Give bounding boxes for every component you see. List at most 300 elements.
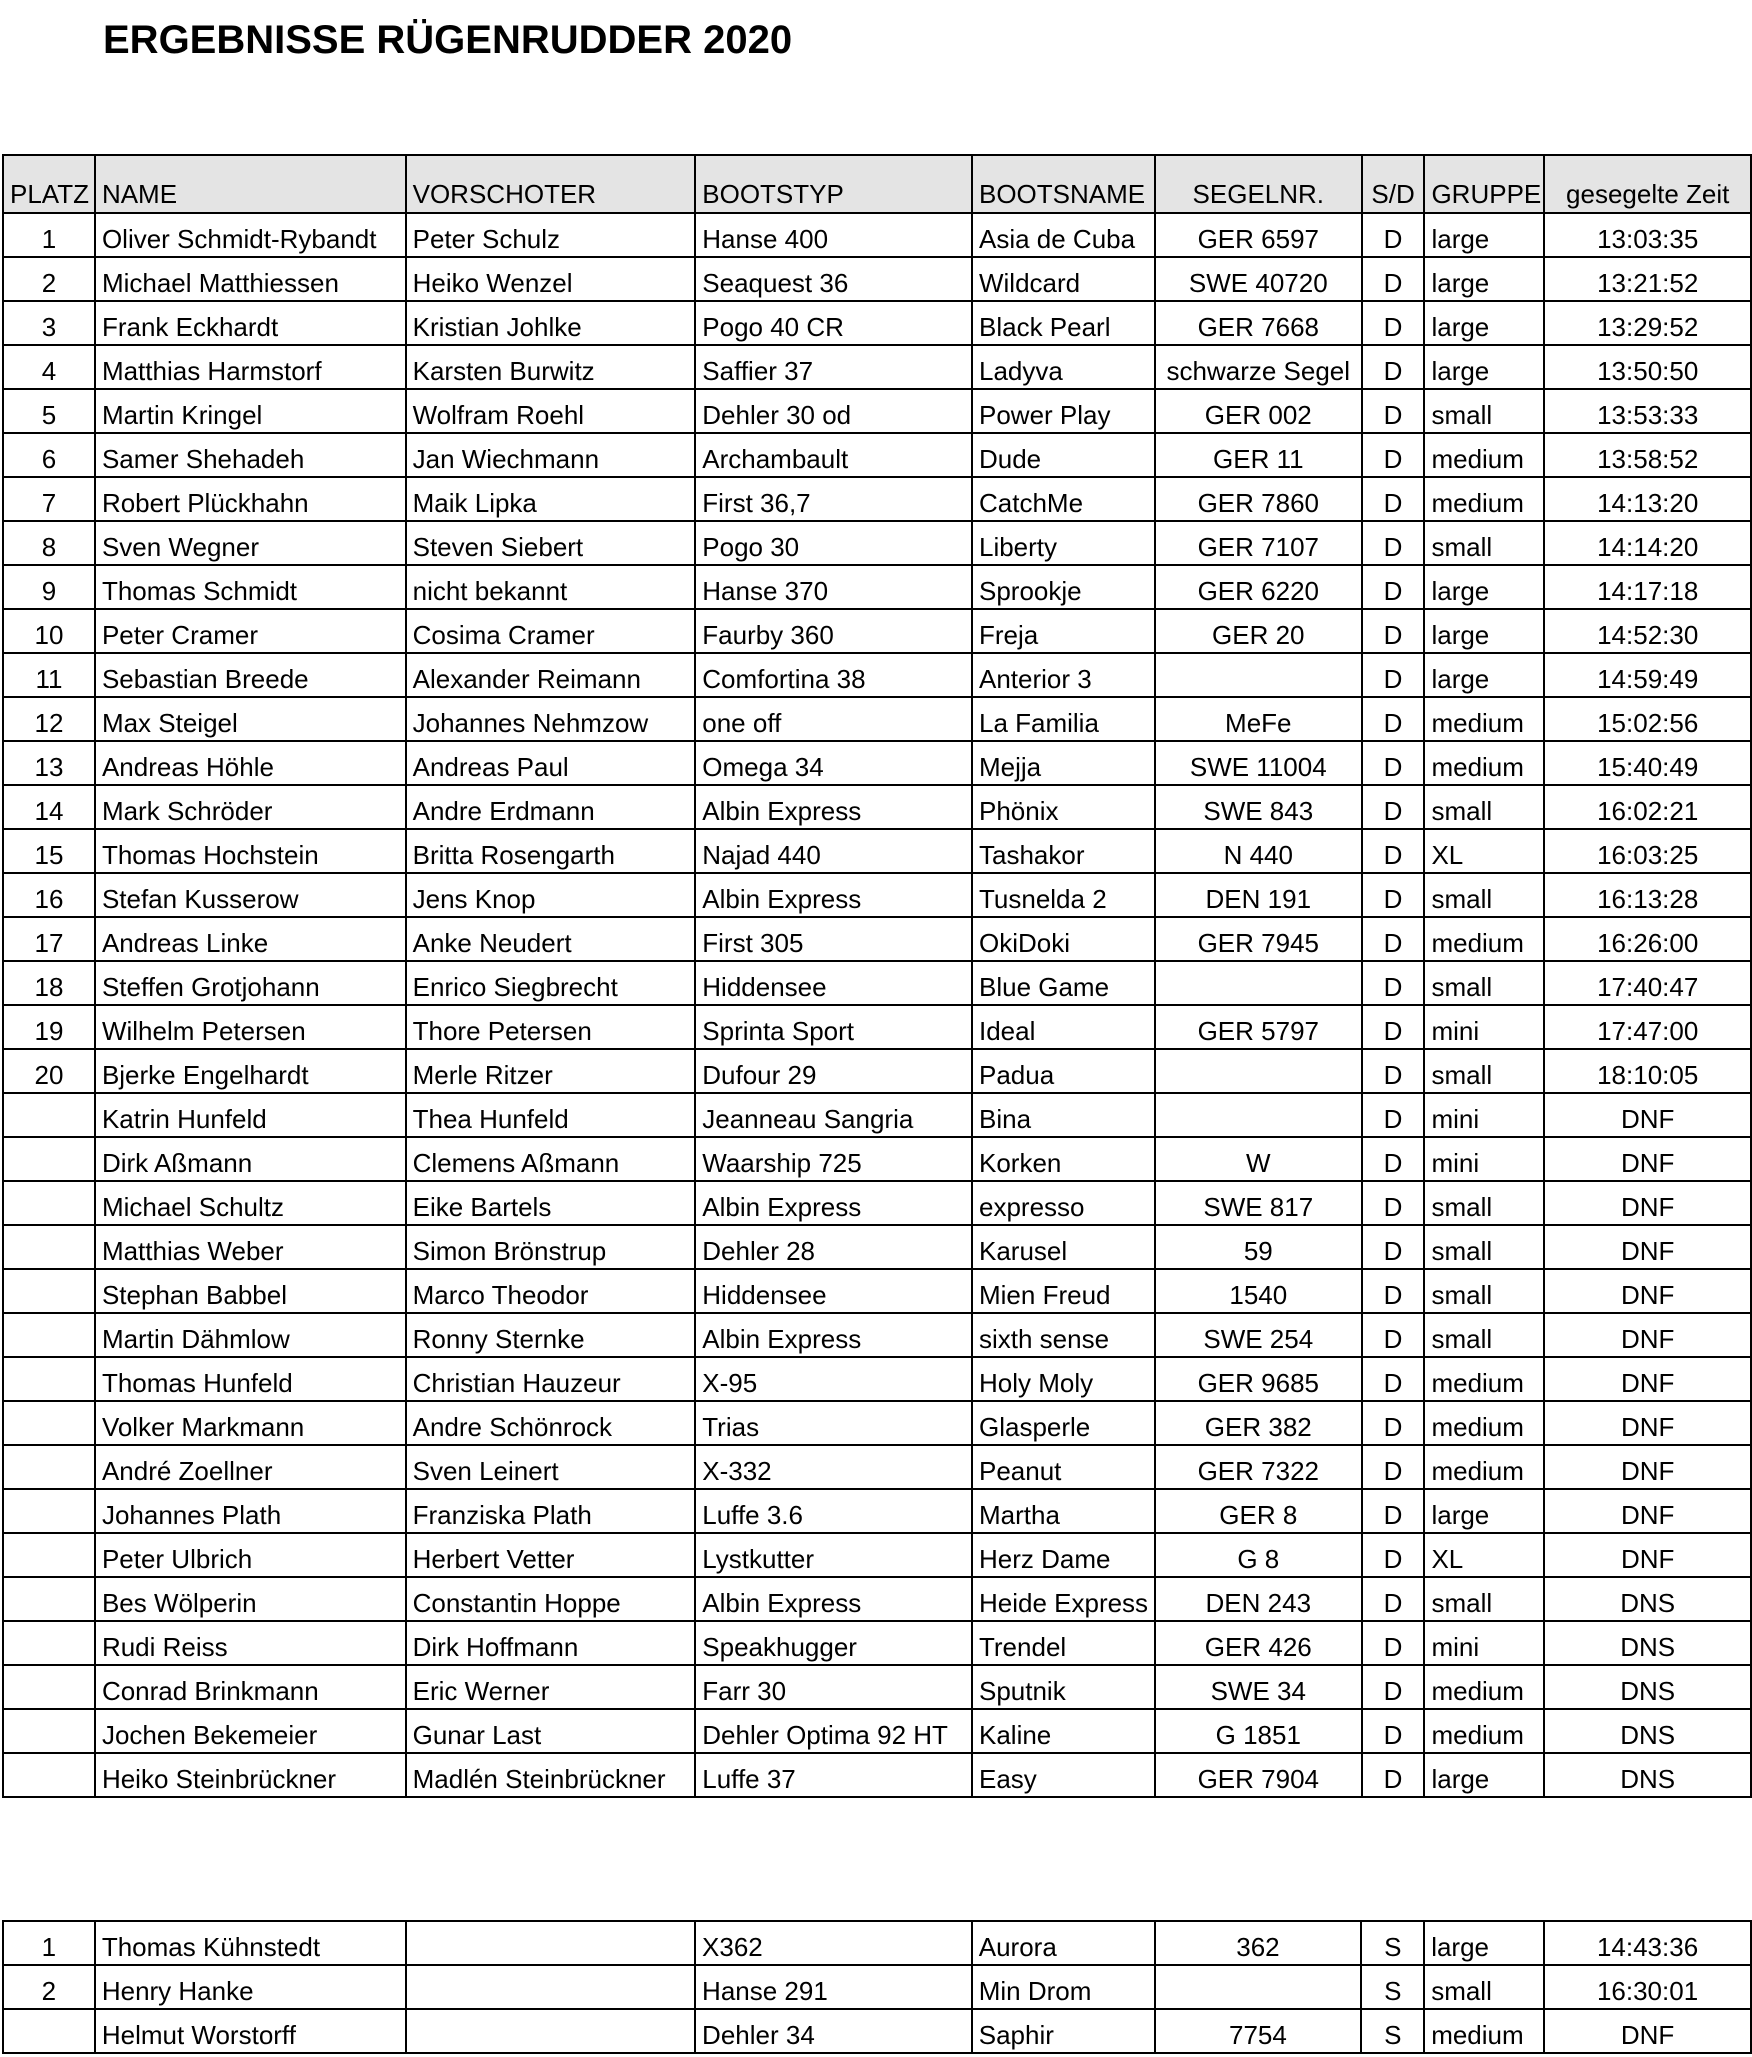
cell-platz [3,1489,95,1533]
cell-vorschoter: Cosima Cramer [406,609,696,653]
cell-sd: S [1361,1921,1424,1965]
cell-vorschoter: Thea Hunfeld [406,1093,696,1137]
cell-bootstyp: First 305 [695,917,972,961]
cell-vorschoter: Maik Lipka [406,477,696,521]
single-handed-results-body [3,1921,1751,2053]
cell-segelnr: GER 9685 [1155,1357,1362,1401]
table-row [3,1965,1751,2009]
table-row [3,477,1751,521]
cell-platz: 11 [3,653,95,697]
cell-vorschoter: Wolfram Roehl [406,389,696,433]
cell-bootstyp: Luffe 37 [695,1753,972,1797]
cell-platz: 20 [3,1049,95,1093]
cell-gruppe: small [1424,1181,1544,1225]
cell-sd: D [1362,213,1425,257]
cell-name: Katrin Hunfeld [95,1093,406,1137]
cell-segelnr: GER 5797 [1155,1005,1362,1049]
cell-gruppe: small [1424,1049,1544,1093]
cell-bootstyp: Albin Express [695,1577,972,1621]
table-row [3,1921,1751,1965]
cell-bootsname: Power Play [972,389,1155,433]
table-row [3,829,1751,873]
cell-vorschoter: Herbert Vetter [406,1533,696,1577]
header-bootsname: BOOTSNAME [972,155,1155,213]
cell-sd: D [1362,301,1425,345]
cell-name: Martin Dähmlow [95,1313,406,1357]
cell-sd: S [1361,1965,1424,2009]
cell-segelnr: schwarze Segel [1155,345,1362,389]
results-body [3,213,1751,1797]
cell-gruppe: medium [1424,1401,1544,1445]
cell-name: Stephan Babbel [95,1269,406,1313]
cell-zeit: DNS [1544,1709,1751,1753]
cell-segelnr: DEN 191 [1155,873,1362,917]
cell-zeit: DNF [1544,1269,1751,1313]
cell-sd: D [1362,1577,1425,1621]
cell-vorschoter: Johannes Nehmzow [406,697,696,741]
cell-zeit: 16:03:25 [1544,829,1751,873]
cell-sd: D [1362,917,1425,961]
cell-segelnr: SWE 40720 [1155,257,1362,301]
cell-name: Steffen Grotjohann [95,961,406,1005]
cell-vorschoter: Britta Rosengarth [406,829,696,873]
cell-segelnr: G 1851 [1155,1709,1362,1753]
cell-sd: D [1362,697,1425,741]
cell-name: Thomas Hochstein [95,829,406,873]
cell-name: Conrad Brinkmann [95,1665,406,1709]
cell-zeit: 14:52:30 [1544,609,1751,653]
cell-zeit: 13:50:50 [1544,345,1751,389]
cell-vorschoter [406,1965,695,2009]
cell-segelnr: GER 7107 [1155,521,1362,565]
cell-vorschoter: Peter Schulz [406,213,696,257]
cell-segelnr: GER 11 [1155,433,1362,477]
cell-gruppe: medium [1424,917,1544,961]
header-zeit: gesegelte Zeit [1544,155,1751,213]
cell-sd: D [1362,1137,1425,1181]
table-row [3,433,1751,477]
cell-bootsname: Padua [972,1049,1155,1093]
cell-sd: D [1362,1181,1425,1225]
cell-gruppe: large [1424,257,1544,301]
cell-segelnr: MeFe [1155,697,1362,741]
cell-platz [3,1181,95,1225]
cell-vorschoter: Andreas Paul [406,741,696,785]
cell-bootstyp: Dehler Optima 92 HT [695,1709,972,1753]
cell-zeit: DNS [1544,1665,1751,1709]
cell-zeit: 14:14:20 [1544,521,1751,565]
cell-platz: 8 [3,521,95,565]
cell-sd: D [1362,653,1425,697]
cell-platz [3,1093,95,1137]
cell-segelnr: 59 [1155,1225,1362,1269]
cell-name: Wilhelm Petersen [95,1005,406,1049]
cell-bootstyp: Seaquest 36 [695,257,972,301]
cell-zeit: 16:02:21 [1544,785,1751,829]
cell-bootsname: Anterior 3 [972,653,1155,697]
cell-platz: 14 [3,785,95,829]
cell-bootsname: Kaline [972,1709,1155,1753]
cell-gruppe: small [1424,1965,1544,2009]
cell-name: Oliver Schmidt-Rybandt [95,213,406,257]
cell-zeit: DNF [1544,1445,1751,1489]
cell-segelnr: GER 6597 [1155,213,1362,257]
cell-vorschoter: nicht bekannt [406,565,696,609]
cell-segelnr: GER 426 [1155,1621,1362,1665]
cell-name: Dirk Aßmann [95,1137,406,1181]
table-row [3,2009,1751,2053]
table-row [3,873,1751,917]
cell-segelnr: 362 [1155,1921,1362,1965]
cell-segelnr: DEN 243 [1155,1577,1362,1621]
cell-zeit: 13:53:33 [1544,389,1751,433]
cell-segelnr: W [1155,1137,1362,1181]
cell-gruppe: medium [1424,1709,1544,1753]
cell-sd: D [1362,257,1425,301]
cell-platz: 3 [3,301,95,345]
cell-bootstyp: X-95 [695,1357,972,1401]
cell-bootstyp: Dehler 30 od [695,389,972,433]
cell-name: Johannes Plath [95,1489,406,1533]
cell-segelnr [1155,1965,1362,2009]
cell-vorschoter: Gunar Last [406,1709,696,1753]
cell-segelnr: 7754 [1155,2009,1362,2053]
cell-bootstyp: Speakhugger [695,1621,972,1665]
cell-zeit: 14:43:36 [1544,1921,1751,1965]
cell-vorschoter: Eric Werner [406,1665,696,1709]
cell-platz [3,1533,95,1577]
cell-segelnr: GER 8 [1155,1489,1362,1533]
cell-zeit: DNF [1544,1313,1751,1357]
cell-gruppe: small [1424,785,1544,829]
cell-name: Helmut Worstorff [95,2009,406,2053]
cell-name: Thomas Hunfeld [95,1357,406,1401]
cell-platz: 9 [3,565,95,609]
cell-vorschoter: Steven Siebert [406,521,696,565]
cell-bootstyp: Faurby 360 [695,609,972,653]
cell-platz [3,1709,95,1753]
cell-sd: D [1362,1665,1425,1709]
cell-vorschoter: Simon Brönstrup [406,1225,696,1269]
cell-gruppe: large [1424,301,1544,345]
cell-name: Peter Ulbrich [95,1533,406,1577]
cell-zeit: DNF [1544,1533,1751,1577]
single-handed-results-table [2,1920,1752,2054]
table-row [3,609,1751,653]
cell-vorschoter: Dirk Hoffmann [406,1621,696,1665]
cell-bootstyp: Hanse 291 [695,1965,972,2009]
cell-vorschoter: Jens Knop [406,873,696,917]
cell-sd: D [1362,785,1425,829]
cell-bootstyp: Hanse 400 [695,213,972,257]
cell-bootstyp: First 36,7 [695,477,972,521]
cell-sd: D [1362,389,1425,433]
cell-bootsname: Min Drom [972,1965,1155,2009]
results-table [2,154,1752,1798]
cell-segelnr [1155,653,1362,697]
cell-sd: D [1362,1357,1425,1401]
cell-bootsname: Holy Moly [972,1357,1155,1401]
cell-name: Andreas Linke [95,917,406,961]
cell-vorschoter [406,1921,695,1965]
cell-gruppe: medium [1424,1665,1544,1709]
cell-bootsname: Sputnik [972,1665,1155,1709]
cell-bootstyp: Dufour 29 [695,1049,972,1093]
cell-segelnr: GER 7945 [1155,917,1362,961]
cell-zeit: DNF [1544,1225,1751,1269]
cell-segelnr: G 8 [1155,1533,1362,1577]
cell-bootstyp: Omega 34 [695,741,972,785]
cell-sd: S [1361,2009,1424,2053]
cell-vorschoter: Andre Erdmann [406,785,696,829]
cell-bootsname: sixth sense [972,1313,1155,1357]
cell-sd: D [1362,433,1425,477]
cell-bootsname: Dude [972,433,1155,477]
table-row [3,785,1751,829]
cell-bootsname: Wildcard [972,257,1155,301]
cell-gruppe: large [1424,1753,1544,1797]
cell-platz [3,1269,95,1313]
cell-segelnr: GER 382 [1155,1401,1362,1445]
cell-name: Bes Wölperin [95,1577,406,1621]
cell-vorschoter: Franziska Plath [406,1489,696,1533]
cell-bootstyp: Sprinta Sport [695,1005,972,1049]
table-row [3,1489,1751,1533]
cell-sd: D [1362,1225,1425,1269]
table-row [3,1225,1751,1269]
cell-vorschoter: Karsten Burwitz [406,345,696,389]
table-row [3,961,1751,1005]
cell-zeit: 17:40:47 [1544,961,1751,1005]
header-name: NAME [95,155,406,213]
cell-zeit: 17:47:00 [1544,1005,1751,1049]
cell-bootsname: OkiDoki [972,917,1155,961]
header-sd: S/D [1362,155,1425,213]
cell-gruppe: large [1424,565,1544,609]
cell-zeit: 13:21:52 [1544,257,1751,301]
cell-sd: D [1362,741,1425,785]
cell-bootsname: Blue Game [972,961,1155,1005]
cell-segelnr: SWE 11004 [1155,741,1362,785]
cell-name: Henry Hanke [95,1965,406,2009]
cell-name: Michael Schultz [95,1181,406,1225]
cell-name: Bjerke Engelhardt [95,1049,406,1093]
cell-bootsname: expresso [972,1181,1155,1225]
table-row [3,917,1751,961]
cell-vorschoter: Andre Schönrock [406,1401,696,1445]
cell-gruppe: small [1424,521,1544,565]
cell-bootsname: Bina [972,1093,1155,1137]
cell-name: Sebastian Breede [95,653,406,697]
header-platz: PLATZ [3,155,95,213]
cell-name: Thomas Kühnstedt [95,1921,406,1965]
table-row [3,345,1751,389]
cell-zeit: DNF [1544,1401,1751,1445]
cell-vorschoter: Clemens Aßmann [406,1137,696,1181]
cell-gruppe: mini [1424,1093,1544,1137]
cell-vorschoter: Marco Theodor [406,1269,696,1313]
table-row [3,389,1751,433]
cell-gruppe: XL [1424,1533,1544,1577]
cell-bootstyp: Dehler 34 [695,2009,972,2053]
cell-zeit: DNF [1544,1181,1751,1225]
cell-segelnr: GER 20 [1155,609,1362,653]
cell-vorschoter: Jan Wiechmann [406,433,696,477]
cell-gruppe: medium [1424,2009,1544,2053]
cell-bootsname: Ladyva [972,345,1155,389]
cell-bootstyp: Luffe 3.6 [695,1489,972,1533]
cell-bootstyp: Waarship 725 [695,1137,972,1181]
cell-zeit: 15:40:49 [1544,741,1751,785]
cell-bootstyp: Hanse 370 [695,565,972,609]
cell-platz [3,1313,95,1357]
cell-bootsname: Liberty [972,521,1155,565]
cell-sd: D [1362,1753,1425,1797]
cell-bootstyp: Archambault [695,433,972,477]
cell-zeit: 16:30:01 [1544,1965,1751,2009]
cell-bootstyp: Farr 30 [695,1665,972,1709]
cell-sd: D [1362,477,1425,521]
cell-gruppe: medium [1424,1445,1544,1489]
cell-name: Max Steigel [95,697,406,741]
cell-zeit: DNF [1544,1489,1751,1533]
cell-sd: D [1362,1489,1425,1533]
cell-gruppe: small [1424,1269,1544,1313]
cell-bootsname: Asia de Cuba [972,213,1155,257]
cell-gruppe: large [1424,1489,1544,1533]
cell-sd: D [1362,1049,1425,1093]
cell-gruppe: large [1424,345,1544,389]
header-bootstyp: BOOTSTYP [695,155,972,213]
cell-platz: 12 [3,697,95,741]
table-row [3,1401,1751,1445]
cell-platz: 16 [3,873,95,917]
cell-zeit: DNF [1544,1357,1751,1401]
cell-segelnr: 1540 [1155,1269,1362,1313]
cell-platz: 6 [3,433,95,477]
cell-gruppe: small [1424,873,1544,917]
cell-sd: D [1362,1709,1425,1753]
page-title: ERGEBNISSE RÜGENRUDDER 2020 [103,18,793,62]
cell-bootsname: Saphir [972,2009,1155,2053]
cell-zeit: DNF [1544,2009,1751,2053]
table-row [3,1577,1751,1621]
cell-vorschoter: Christian Hauzeur [406,1357,696,1401]
table-row [3,1621,1751,1665]
cell-zeit: 13:29:52 [1544,301,1751,345]
cell-sd: D [1362,1313,1425,1357]
cell-platz [3,1225,95,1269]
cell-bootsname: Mien Freud [972,1269,1155,1313]
cell-bootsname: Korken [972,1137,1155,1181]
cell-zeit: 13:03:35 [1544,213,1751,257]
cell-segelnr: GER 7904 [1155,1753,1362,1797]
table-row [3,1533,1751,1577]
cell-zeit: 14:59:49 [1544,653,1751,697]
table-row [3,1049,1751,1093]
cell-bootstyp: Najad 440 [695,829,972,873]
cell-vorschoter [406,2009,695,2053]
cell-sd: D [1362,873,1425,917]
cell-bootsname: Tusnelda 2 [972,873,1155,917]
cell-segelnr [1155,1093,1362,1137]
cell-name: Volker Markmann [95,1401,406,1445]
cell-vorschoter: Madlén Steinbrückner [406,1753,696,1797]
cell-zeit: DNF [1544,1137,1751,1181]
cell-zeit: 14:13:20 [1544,477,1751,521]
cell-segelnr: GER 7322 [1155,1445,1362,1489]
cell-gruppe: medium [1424,477,1544,521]
cell-bootstyp: Albin Express [695,1181,972,1225]
cell-segelnr: GER 7860 [1155,477,1362,521]
cell-bootsname: Peanut [972,1445,1155,1489]
cell-bootstyp: X-332 [695,1445,972,1489]
cell-bootstyp: Albin Express [695,785,972,829]
header-segelnr: SEGELNR. [1155,155,1362,213]
cell-platz: 13 [3,741,95,785]
cell-name: Thomas Schmidt [95,565,406,609]
cell-sd: D [1362,961,1425,1005]
cell-segelnr: SWE 817 [1155,1181,1362,1225]
cell-platz [3,1621,95,1665]
table-row [3,1093,1751,1137]
cell-bootsname: Karusel [972,1225,1155,1269]
cell-segelnr [1155,961,1362,1005]
cell-bootsname: Trendel [972,1621,1155,1665]
table-row [3,741,1751,785]
table-row [3,1709,1751,1753]
table-row [3,301,1751,345]
cell-zeit: 16:26:00 [1544,917,1751,961]
cell-bootsname: Easy [972,1753,1155,1797]
cell-platz [3,1665,95,1709]
cell-bootsname: Glasperle [972,1401,1155,1445]
cell-gruppe: mini [1424,1137,1544,1181]
cell-vorschoter: Anke Neudert [406,917,696,961]
cell-bootsname: La Familia [972,697,1155,741]
cell-segelnr: GER 002 [1155,389,1362,433]
cell-bootsname: CatchMe [972,477,1155,521]
cell-bootsname: Ideal [972,1005,1155,1049]
cell-bootstyp: Albin Express [695,873,972,917]
cell-sd: D [1362,1269,1425,1313]
cell-name: Matthias Harmstorf [95,345,406,389]
cell-vorschoter: Enrico Siegbrecht [406,961,696,1005]
cell-gruppe: medium [1424,1357,1544,1401]
cell-bootstyp: Hiddensee [695,1269,972,1313]
cell-vorschoter: Ronny Sternke [406,1313,696,1357]
cell-sd: D [1362,1401,1425,1445]
cell-zeit: 14:17:18 [1544,565,1751,609]
cell-sd: D [1362,521,1425,565]
table-row [3,565,1751,609]
cell-zeit: DNS [1544,1753,1751,1797]
cell-gruppe: large [1424,609,1544,653]
cell-platz: 19 [3,1005,95,1049]
cell-gruppe: small [1424,1577,1544,1621]
cell-gruppe: large [1424,653,1544,697]
header-vorschoter: VORSCHOTER [406,155,696,213]
cell-name: Michael Matthiessen [95,257,406,301]
cell-bootstyp: Pogo 40 CR [695,301,972,345]
cell-gruppe: mini [1424,1005,1544,1049]
cell-platz: 2 [3,1965,95,2009]
cell-platz [3,1445,95,1489]
cell-segelnr: SWE 34 [1155,1665,1362,1709]
table-row [3,1181,1751,1225]
cell-bootsname: Mejja [972,741,1155,785]
cell-gruppe: medium [1424,433,1544,477]
